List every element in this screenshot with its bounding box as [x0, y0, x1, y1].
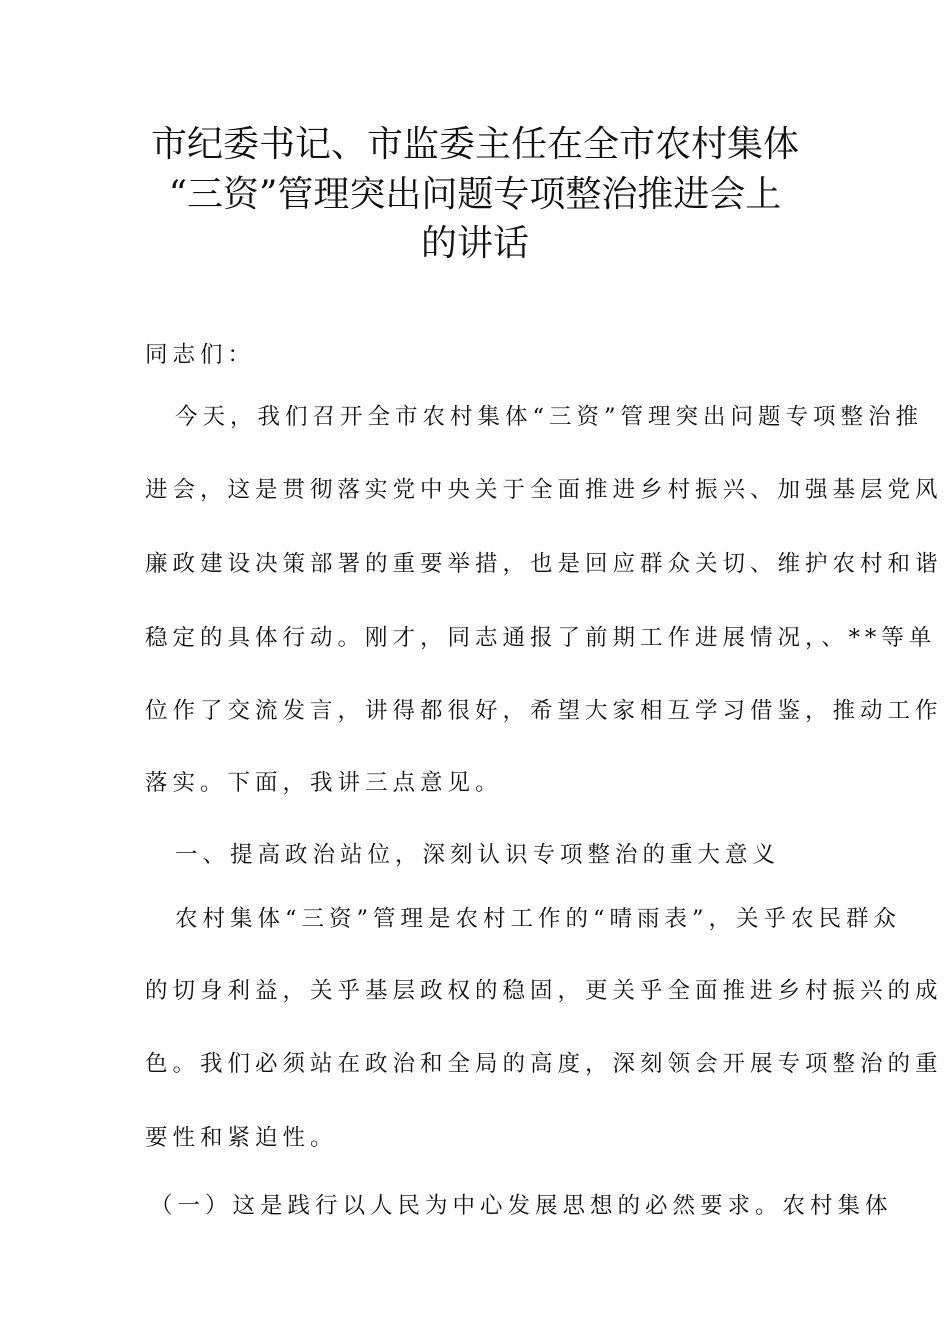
salutation: 同志们： [145, 342, 256, 368]
text-line: 落实。下面，我讲三点意见。 [145, 770, 503, 796]
text-line: 廉政建设决策部署的重要举措，也是回应群众关切、维护农村和谐 [145, 551, 943, 577]
text-line: 要性和紧迫性。 [145, 1125, 338, 1151]
title-line: “三资”管理突出问题专项整治推进会上 [168, 174, 782, 215]
title-line: 的讲话 [420, 223, 529, 264]
text-line: 农村集体“三资”管理是农村工作的“晴雨表”，关乎农民群众 [175, 906, 902, 932]
text-line: 稳定的具体行动。刚才，同志通报了前期工作进展情况，、**等单 [145, 625, 937, 651]
text-line: 今天，我们召开全市农村集体“三资”管理突出问题专项整治推 [175, 404, 924, 430]
text-line: 位作了交流发言，讲得都很好，希望大家相互学习借鉴，推动工作 [145, 698, 943, 724]
text-line: 的切身利益，关乎基层政权的稳固，更关乎全面推进乡村振兴的成 [145, 978, 943, 1004]
text-line: 进会，这是贯彻落实党中央关于全面推进乡村振兴、加强基层党风 [145, 477, 943, 503]
text-line: 色。我们必须站在政治和全局的高度，深刻领会开展专项整治的重 [145, 1051, 943, 1077]
title-line: 市纪委书记、市监委主任在全市农村集体 [150, 124, 799, 165]
subsection-line: （一）这是践行以人民为中心发展思想的必然要求。农村集体 [150, 1193, 893, 1219]
section-heading: 一、提高政治站位，深刻认识专项整治的重大意义 [175, 842, 781, 868]
